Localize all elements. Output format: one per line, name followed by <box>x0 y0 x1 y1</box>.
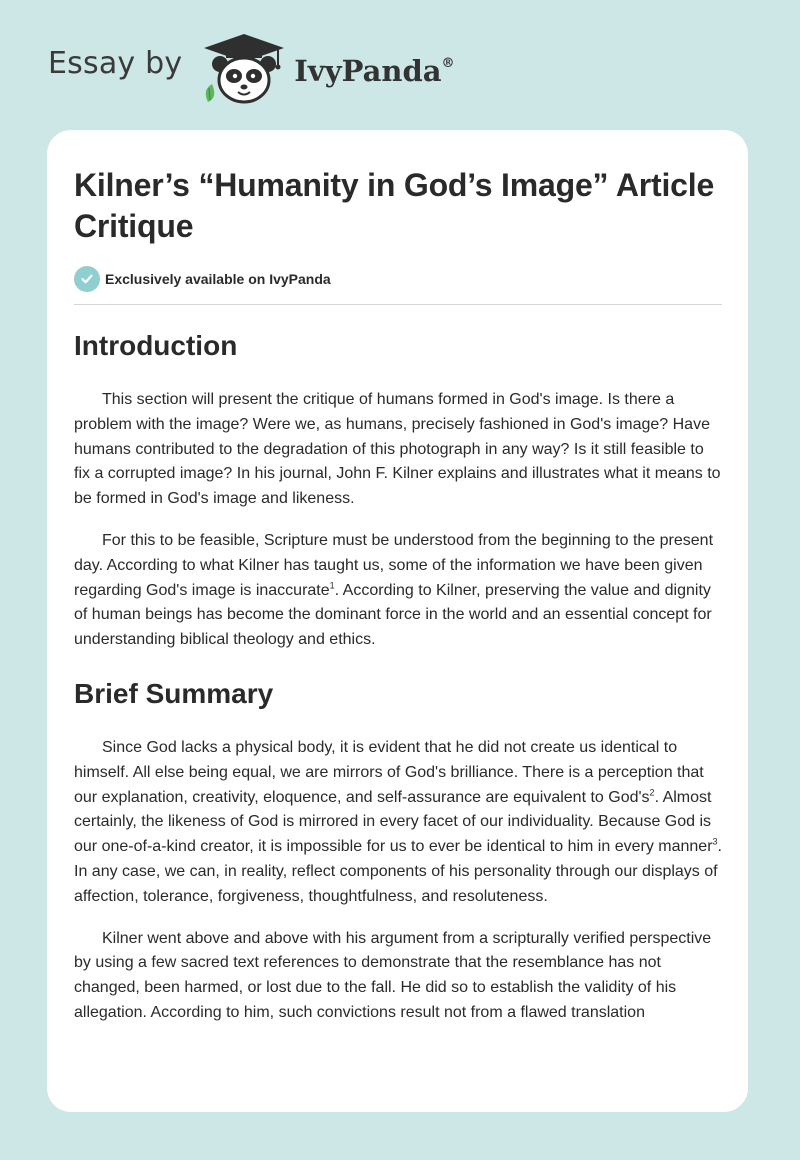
check-icon <box>74 266 100 292</box>
registered-mark: ® <box>441 56 455 71</box>
paragraph-text: . In any case, we can, in reality, reflect components of his personality through our displays of affection, tolerance, forgiveness, thoughtfulness, and resoluteness. <box>74 838 722 905</box>
site-header <box>48 30 455 110</box>
brand-name[interactable] <box>294 54 454 88</box>
footnote-ref[interactable]: 1 <box>329 580 335 591</box>
paragraph <box>74 388 722 512</box>
panda-graduate-icon[interactable] <box>200 32 288 113</box>
exclusive-badge <box>74 266 722 292</box>
paragraph <box>74 927 722 1026</box>
badge-text: Exclusively available on IvyPanda <box>105 271 331 287</box>
divider <box>74 304 722 305</box>
paragraph-text: . According to Kilner, preserving the value and dignity of human beings has become the dominant force in the world and an essential concept for understanding biblical theology and ethics. <box>74 581 712 649</box>
paragraph-text: This section will present the critique of humans formed in God's image. Is there a problem with the image? Were we, as humans, precisely fashioned in God's image? Have humans contributed to the degradation of this photograph in any way? Is it still feasible to fix a corrupted image? In his journal, John F. Kilner explains and illustrates what it means to be formed in God's image and likeness. <box>74 391 721 508</box>
essay-by-label: Essay by <box>48 45 183 81</box>
paragraph <box>74 736 722 910</box>
article-content <box>47 130 748 1026</box>
paragraph-text: Since God lacks a physical body, it is evident that he did not create us identical to himself. All else being equal, we are mirrors of God's brilliance. There is a perception that our explanation, creativity, eloquence, and self-assurance are equivalent to God's <box>74 738 704 806</box>
paragraph-text: . Almost certainly, the likeness of God is mirrored in every facet of our individuality. Because God is our one-of-a-kind creator, it is impossible for us to ever be identical to him in every manner <box>74 788 713 856</box>
footnote-ref[interactable]: 3 <box>712 836 718 847</box>
article-card <box>47 130 748 1112</box>
section-heading-introduction: Introduction <box>74 330 238 361</box>
paragraph <box>74 529 722 653</box>
footnote-ref[interactable]: 2 <box>649 787 655 798</box>
paragraph-text: For this to be feasible, Scripture must be understood from the beginning to the present day. According to what Kilner has taught us, some of the information we have been given regarding God's image is inaccurate <box>74 531 714 599</box>
section-heading-brief-summary: Brief Summary <box>74 677 274 709</box>
article-title: Kilner’s “Humanity in God’s Image” Article Critique <box>74 167 715 244</box>
paragraph-text: Kilner went above and above with his argument from a scripturally verified perspective by using a few sacred text references to demonstrate that the resemblance has not changed, been harmed, or lost due to the fall. He did so to establish the validity of his allegation. According to him, such convictions result not from a flawed translation <box>74 929 712 1021</box>
brand-text: IvyPanda <box>294 54 442 88</box>
